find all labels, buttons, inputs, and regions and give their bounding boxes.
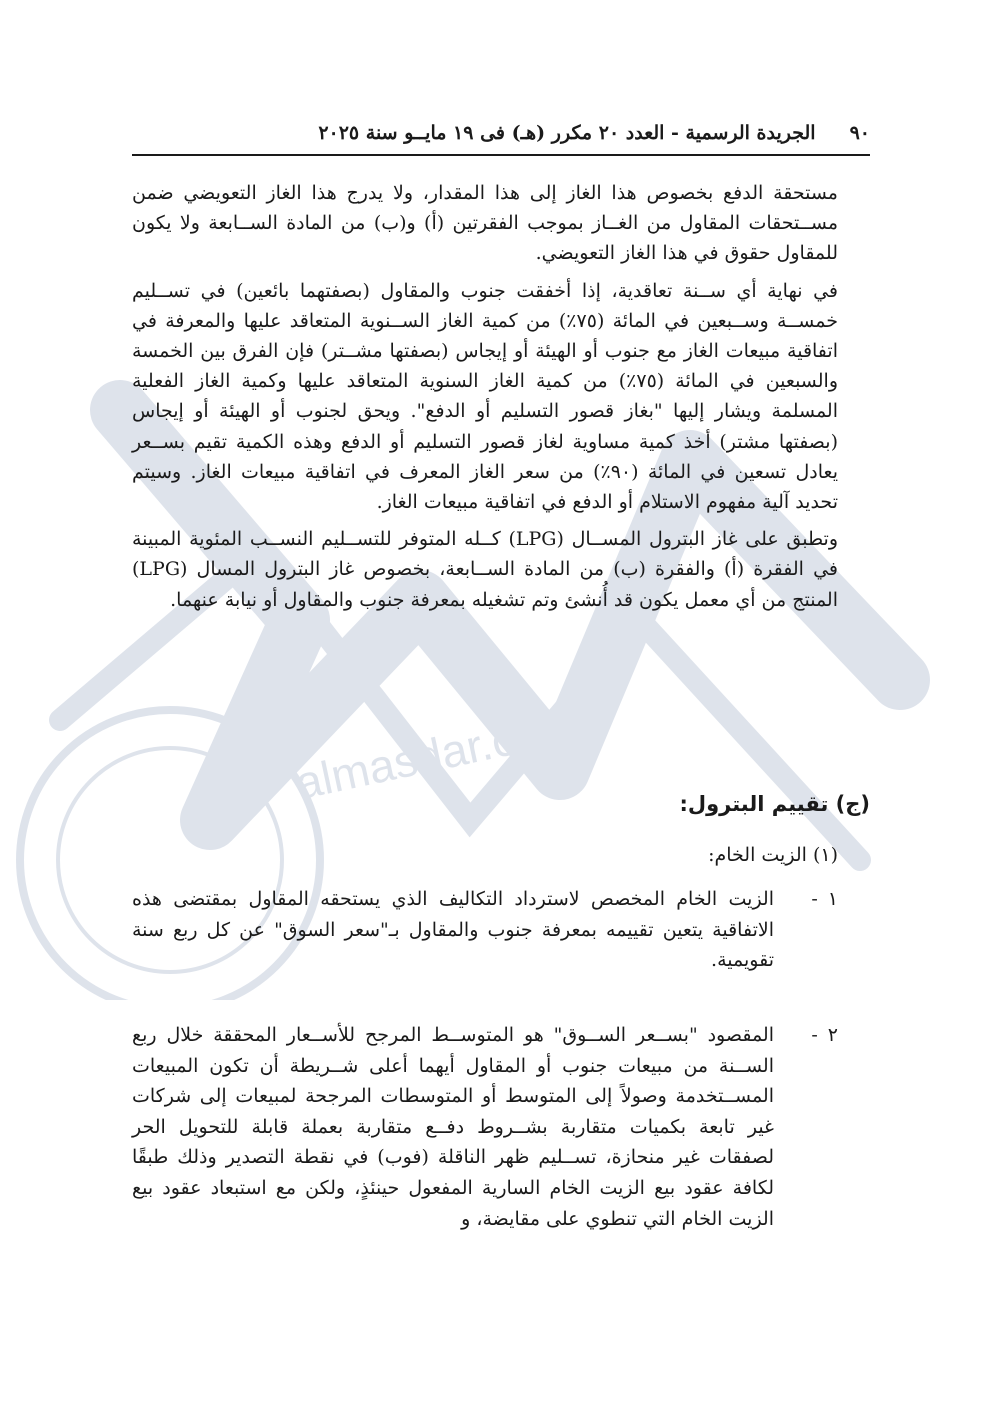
list-marker [774, 884, 838, 976]
list-dash: - [811, 1024, 818, 1046]
list-marker [774, 1020, 838, 1234]
list-item [132, 1020, 838, 1234]
list-item-text: الزيت الخام المخصص لاسترداد التكاليف الذي يستحقه المقاول بمقتضى هذه الاتفاقية يتعين تقييمه بمعرفة جنوب والمقاول بـ"سعر السوق" عن كل ربع سنة تقويمية. [132, 888, 774, 972]
subheading: (١) الزيت الخام: [708, 844, 838, 866]
paragraph: وتطبق على غاز البترول المســال (LPG) كــله المتوفر للتســليم النســب المئوية المبينة في الفقرة (أ) والفقرة (ب) من المادة الســابعة، بخصوص غاز البترول المسال (LPG) المنتج من أي معمل يكون قد أُنشئ وتم تشغيله بمعرفة جنوب والمقاول أو نيابة عنهما. [132, 528, 838, 611]
document-body [132, 178, 838, 622]
list-number: ٢ [827, 1024, 838, 1046]
section-heading: (ج) تقييم البترول: [679, 792, 870, 816]
gazette-title: الجريدة الرسمية - العدد ٢٠ مكرر (هـ) فى ١٩ مايــو سنة ٢٠٢٥ [318, 122, 816, 144]
list-item-text: المقصود "بســعر الســوق" هو المتوســط المرجح للأســعار المحققة خلال ربع الســنة من مبيعات جنوب أو المقاول أيهما أعلى شــريطة أن تكون المبيعات المســتخدمة وصولاً إلى المتوسط أو المتوسطات المرجحة لمبيعات إلى شركات غير تابعة بكميات متقاربة بشــروط دفــع متقاربة بعملة قابلة للتحويل الحر لصفقات غير منحازة، تســليم ظهر الناقلة (فوب) في نقطة التصدير وذلك طبقًا لكافة عقود بيع الزيت الخام السارية المفعول حينئذٍ، ولكن مع استبعاد عقود بيع الزيت الخام التي تنطوي على مقايضة، و [132, 1024, 774, 1230]
list-number: ١ [827, 888, 838, 910]
list-dash: - [811, 888, 818, 910]
paragraph: في نهاية أي ســنة تعاقدية، إذا أخفقت جنوب والمقاول (بصفتهما بائعين) في تســليم خمســة وســبعين في المائة (٧٥٪) من كمية الغاز الســنوية المتعاقد عليها والمعرفة في اتفاقية مبيعات الغاز مع جنوب أو الهيئة أو إيجاس (بصفتها مشــتر) فإن الفرق بين الخمسة والسبعين في المائة (٧٥٪) من كمية الغاز السنوية المتعاقد عليها وكمية الغاز الفعلية المسلمة ويشار إليها "بغاز قصور التسليم أو الدفع". ويحق لجنوب أو الهيئة أو إيجاس (بصفتها مشتر) أخذ كمية مساوية لغاز قصور التسليم أو الدفع وهذه الكمية تقيم بســعر يعادل تسعين في المائة (٩٠٪) من سعر الغاز المعرف في اتفاقية مبيعات الغاز. وسيتم تحديد آلية مفهوم الاستلام أو الدفع في اتفاقية مبيعات الغاز. [132, 279, 838, 514]
paragraph: مستحقة الدفع بخصوص هذا الغاز إلى هذا المقدار، ولا يدرج هذا الغاز التعويضي ضمن مســتحقات المقاول من الغــاز بموجب الفقرتين (أ) و(ب) من المادة الســابعة ولا يكون للمقاول حقوق في هذا الغاز التعويضي. [132, 182, 838, 265]
header-divider [132, 154, 870, 156]
page-header [132, 116, 870, 150]
watermark-text: almasdar.com [291, 698, 583, 810]
page-number: ٩٠ [849, 122, 870, 144]
list-item [132, 884, 838, 976]
